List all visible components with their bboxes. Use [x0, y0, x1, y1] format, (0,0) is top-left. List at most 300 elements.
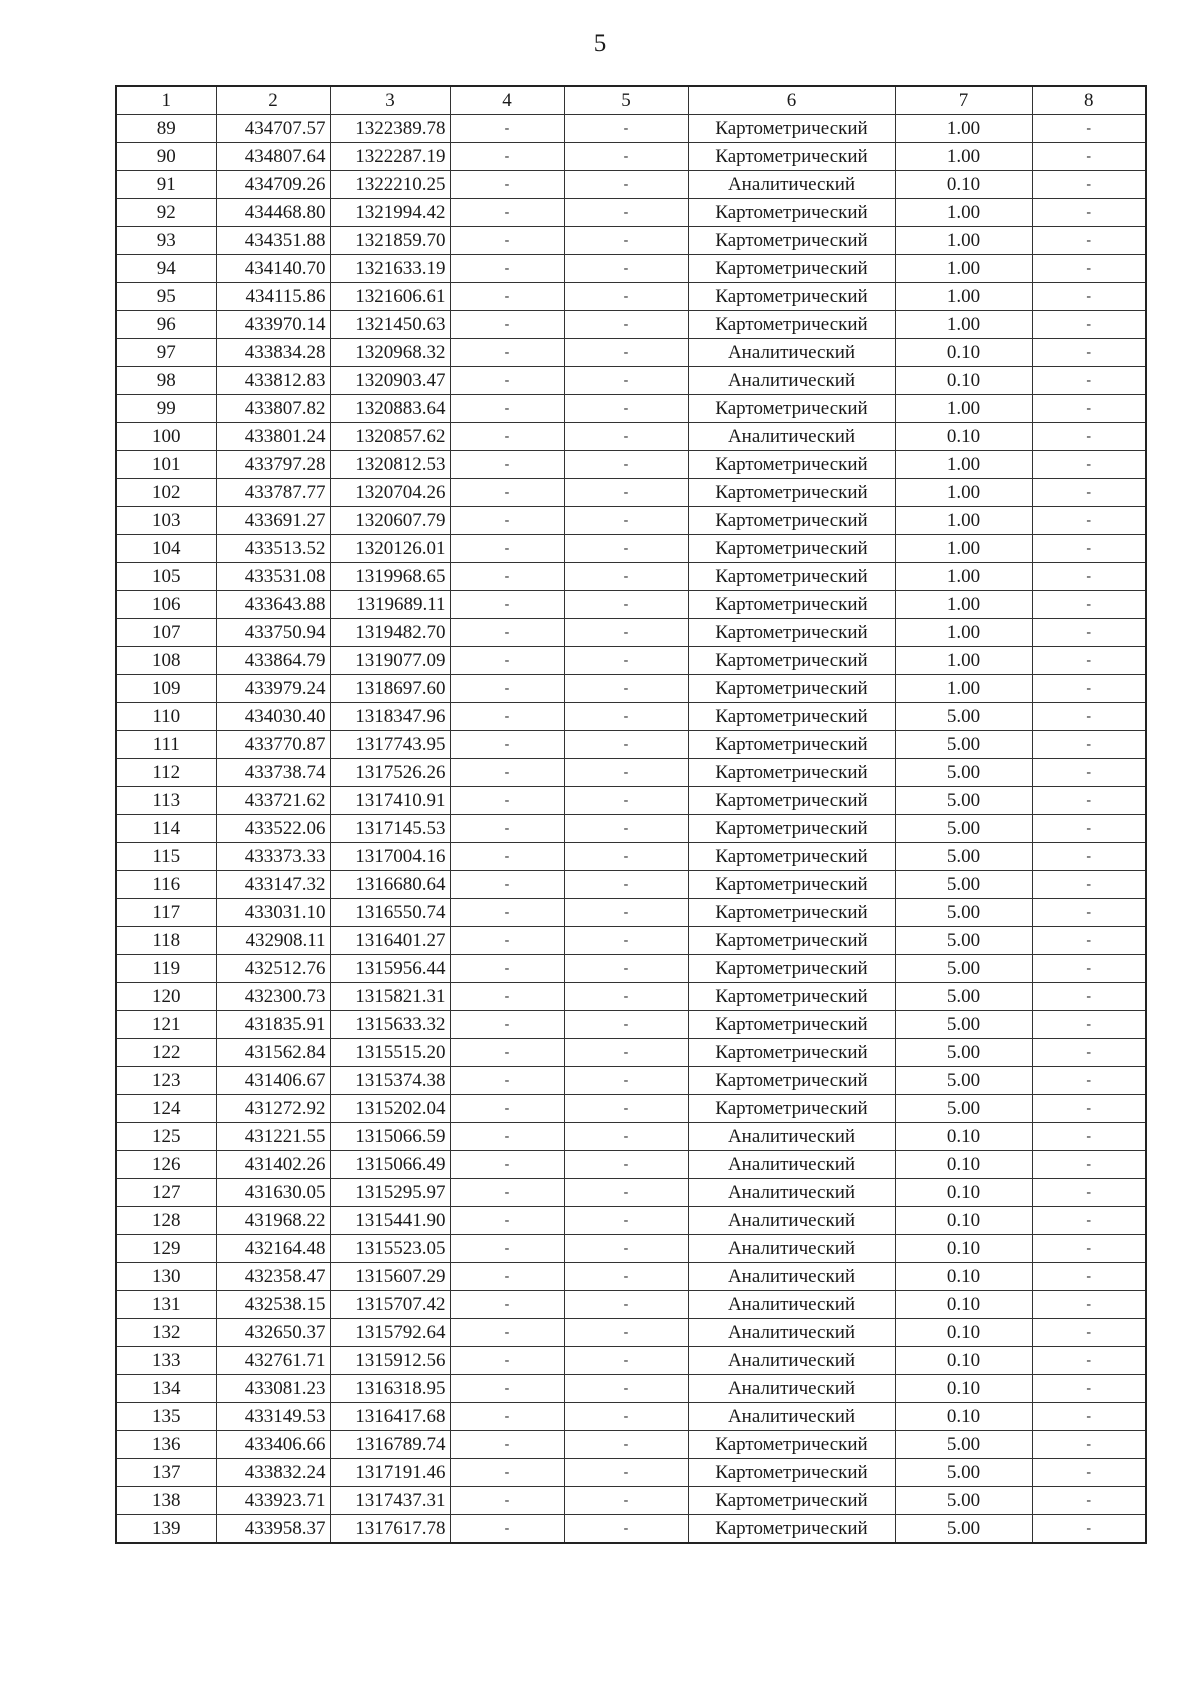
y-coordinate-cell: 1321450.63 — [330, 311, 450, 339]
column-5-value-cell: - — [564, 339, 688, 367]
table-row — [116, 283, 1146, 311]
accuracy-cell: 0.10 — [895, 339, 1032, 367]
column-4-value-cell: - — [450, 1431, 564, 1459]
x-coordinate-cell: 433797.28 — [216, 451, 330, 479]
column-5-value-cell: - — [564, 787, 688, 815]
method-cell: Аналитический — [688, 1179, 895, 1207]
column-8-value-cell: - — [1032, 451, 1146, 479]
method-cell: Картометрический — [688, 927, 895, 955]
column-4-value-cell: - — [450, 1487, 564, 1515]
y-coordinate-cell: 1321633.19 — [330, 255, 450, 283]
column-4-value-cell: - — [450, 815, 564, 843]
column-4-value-cell: - — [450, 843, 564, 871]
point-number-cell: 110 — [116, 703, 216, 731]
table-row — [116, 479, 1146, 507]
table-row — [116, 899, 1146, 927]
table-row — [116, 1487, 1146, 1515]
accuracy-cell: 0.10 — [895, 171, 1032, 199]
method-cell: Аналитический — [688, 1123, 895, 1151]
column-5-value-cell: - — [564, 1179, 688, 1207]
point-number-cell: 131 — [116, 1291, 216, 1319]
column-8-value-cell: - — [1032, 843, 1146, 871]
column-5-value-cell: - — [564, 1319, 688, 1347]
column-5-value-cell: - — [564, 255, 688, 283]
column-4-value-cell: - — [450, 927, 564, 955]
x-coordinate-cell: 431630.05 — [216, 1179, 330, 1207]
table-row — [116, 115, 1146, 143]
x-coordinate-cell: 433522.06 — [216, 815, 330, 843]
column-8-value-cell: - — [1032, 1347, 1146, 1375]
point-number-cell: 136 — [116, 1431, 216, 1459]
column-4-value-cell: - — [450, 787, 564, 815]
column-4-value-cell: - — [450, 871, 564, 899]
column-8-value-cell: - — [1032, 423, 1146, 451]
column-8-value-cell: - — [1032, 1375, 1146, 1403]
column-8-value-cell: - — [1032, 1487, 1146, 1515]
column-4-value-cell: - — [450, 1095, 564, 1123]
y-coordinate-cell: 1315792.64 — [330, 1319, 450, 1347]
column-4-value-cell: - — [450, 1263, 564, 1291]
accuracy-cell: 5.00 — [895, 1067, 1032, 1095]
column-5-value-cell: - — [564, 815, 688, 843]
x-coordinate-cell: 433081.23 — [216, 1375, 330, 1403]
method-cell: Аналитический — [688, 339, 895, 367]
x-coordinate-cell: 434707.57 — [216, 115, 330, 143]
x-coordinate-cell: 433643.88 — [216, 591, 330, 619]
column-5-value-cell: - — [564, 479, 688, 507]
column-5-value-cell: - — [564, 367, 688, 395]
accuracy-cell: 1.00 — [895, 647, 1032, 675]
column-4-value-cell: - — [450, 479, 564, 507]
column-8-value-cell: - — [1032, 255, 1146, 283]
table-row — [116, 927, 1146, 955]
column-4-value-cell: - — [450, 619, 564, 647]
x-coordinate-cell: 433864.79 — [216, 647, 330, 675]
accuracy-cell: 5.00 — [895, 843, 1032, 871]
method-cell: Аналитический — [688, 423, 895, 451]
method-cell: Картометрический — [688, 871, 895, 899]
point-number-cell: 125 — [116, 1123, 216, 1151]
column-8-value-cell: - — [1032, 395, 1146, 423]
x-coordinate-cell: 431562.84 — [216, 1039, 330, 1067]
column-8-value-cell: - — [1032, 1039, 1146, 1067]
point-number-cell: 134 — [116, 1375, 216, 1403]
method-cell: Картометрический — [688, 507, 895, 535]
table-row — [116, 1067, 1146, 1095]
y-coordinate-cell: 1319689.11 — [330, 591, 450, 619]
column-8-value-cell: - — [1032, 227, 1146, 255]
table-row — [116, 591, 1146, 619]
point-number-cell: 93 — [116, 227, 216, 255]
column-8-value-cell: - — [1032, 1319, 1146, 1347]
method-cell: Картометрический — [688, 479, 895, 507]
column-8-value-cell: - — [1032, 1067, 1146, 1095]
table-row — [116, 1039, 1146, 1067]
y-coordinate-cell: 1320903.47 — [330, 367, 450, 395]
column-8-value-cell: - — [1032, 199, 1146, 227]
accuracy-cell: 0.10 — [895, 1235, 1032, 1263]
column-4-value-cell: - — [450, 115, 564, 143]
column-4-value-cell: - — [450, 591, 564, 619]
point-number-cell: 97 — [116, 339, 216, 367]
column-5-value-cell: - — [564, 1403, 688, 1431]
column-5-value-cell: - — [564, 871, 688, 899]
column-5-value-cell: - — [564, 1095, 688, 1123]
table-row — [116, 171, 1146, 199]
point-number-cell: 108 — [116, 647, 216, 675]
column-4-value-cell: - — [450, 1207, 564, 1235]
y-coordinate-cell: 1315633.32 — [330, 1011, 450, 1039]
table-row — [116, 1515, 1146, 1544]
method-cell: Картометрический — [688, 787, 895, 815]
accuracy-cell: 1.00 — [895, 199, 1032, 227]
column-4-value-cell: - — [450, 899, 564, 927]
point-number-cell: 101 — [116, 451, 216, 479]
method-cell: Картометрический — [688, 1431, 895, 1459]
accuracy-cell: 1.00 — [895, 283, 1032, 311]
accuracy-cell: 5.00 — [895, 787, 1032, 815]
column-4-value-cell: - — [450, 1403, 564, 1431]
accuracy-cell: 0.10 — [895, 1375, 1032, 1403]
y-coordinate-cell: 1316680.64 — [330, 871, 450, 899]
y-coordinate-cell: 1320883.64 — [330, 395, 450, 423]
table-row — [116, 871, 1146, 899]
x-coordinate-cell: 432164.48 — [216, 1235, 330, 1263]
column-4-value-cell: - — [450, 1375, 564, 1403]
column-8-value-cell: - — [1032, 367, 1146, 395]
table-row — [116, 1375, 1146, 1403]
column-5-value-cell: - — [564, 703, 688, 731]
y-coordinate-cell: 1315066.59 — [330, 1123, 450, 1151]
table-row — [116, 619, 1146, 647]
column-4-value-cell: - — [450, 983, 564, 1011]
point-number-cell: 106 — [116, 591, 216, 619]
point-number-cell: 127 — [116, 1179, 216, 1207]
y-coordinate-cell: 1319077.09 — [330, 647, 450, 675]
column-8-value-cell: - — [1032, 675, 1146, 703]
method-cell: Картометрический — [688, 1487, 895, 1515]
method-cell: Картометрический — [688, 899, 895, 927]
point-number-cell: 94 — [116, 255, 216, 283]
point-number-cell: 118 — [116, 927, 216, 955]
column-4-value-cell: - — [450, 759, 564, 787]
column-8-value-cell: - — [1032, 535, 1146, 563]
y-coordinate-cell: 1315912.56 — [330, 1347, 450, 1375]
column-4-value-cell: - — [450, 339, 564, 367]
y-coordinate-cell: 1316401.27 — [330, 927, 450, 955]
column-8-value-cell: - — [1032, 479, 1146, 507]
y-coordinate-cell: 1315515.20 — [330, 1039, 450, 1067]
table-row — [116, 1347, 1146, 1375]
x-coordinate-cell: 432300.73 — [216, 983, 330, 1011]
method-cell: Аналитический — [688, 1235, 895, 1263]
column-4-value-cell: - — [450, 227, 564, 255]
y-coordinate-cell: 1320857.62 — [330, 423, 450, 451]
point-number-cell: 126 — [116, 1151, 216, 1179]
y-coordinate-cell: 1320968.32 — [330, 339, 450, 367]
point-number-cell: 102 — [116, 479, 216, 507]
column-5-value-cell: - — [564, 591, 688, 619]
accuracy-cell: 1.00 — [895, 255, 1032, 283]
x-coordinate-cell: 433513.52 — [216, 535, 330, 563]
x-coordinate-cell: 434030.40 — [216, 703, 330, 731]
x-coordinate-cell: 431406.67 — [216, 1067, 330, 1095]
point-number-cell: 111 — [116, 731, 216, 759]
table-row — [116, 983, 1146, 1011]
column-8-value-cell: - — [1032, 927, 1146, 955]
table-row — [116, 1207, 1146, 1235]
y-coordinate-cell: 1321859.70 — [330, 227, 450, 255]
column-5-value-cell: - — [564, 1151, 688, 1179]
column-4-value-cell: - — [450, 171, 564, 199]
y-coordinate-cell: 1318697.60 — [330, 675, 450, 703]
column-8-value-cell: - — [1032, 871, 1146, 899]
column-8-value-cell: - — [1032, 591, 1146, 619]
accuracy-cell: 0.10 — [895, 1319, 1032, 1347]
table-row — [116, 227, 1146, 255]
x-coordinate-cell: 433721.62 — [216, 787, 330, 815]
column-4-value-cell: - — [450, 955, 564, 983]
x-coordinate-cell: 431968.22 — [216, 1207, 330, 1235]
column-5-value-cell: - — [564, 423, 688, 451]
accuracy-cell: 0.10 — [895, 1207, 1032, 1235]
column-5-value-cell: - — [564, 535, 688, 563]
column-8-value-cell: - — [1032, 563, 1146, 591]
accuracy-cell: 0.10 — [895, 1123, 1032, 1151]
column-4-value-cell: - — [450, 647, 564, 675]
column-5-value-cell: - — [564, 1375, 688, 1403]
point-number-cell: 130 — [116, 1263, 216, 1291]
table-row — [116, 675, 1146, 703]
column-header: 3 — [330, 86, 450, 115]
y-coordinate-cell: 1317004.16 — [330, 843, 450, 871]
column-4-value-cell: - — [450, 199, 564, 227]
x-coordinate-cell: 433923.71 — [216, 1487, 330, 1515]
column-8-value-cell: - — [1032, 619, 1146, 647]
accuracy-cell: 5.00 — [895, 899, 1032, 927]
accuracy-cell: 1.00 — [895, 507, 1032, 535]
table-row — [116, 451, 1146, 479]
accuracy-cell: 1.00 — [895, 535, 1032, 563]
column-5-value-cell: - — [564, 1459, 688, 1487]
column-4-value-cell: - — [450, 283, 564, 311]
point-number-cell: 135 — [116, 1403, 216, 1431]
column-5-value-cell: - — [564, 927, 688, 955]
column-8-value-cell: - — [1032, 1179, 1146, 1207]
y-coordinate-cell: 1315821.31 — [330, 983, 450, 1011]
accuracy-cell: 1.00 — [895, 143, 1032, 171]
y-coordinate-cell: 1322389.78 — [330, 115, 450, 143]
column-8-value-cell: - — [1032, 1123, 1146, 1151]
column-5-value-cell: - — [564, 647, 688, 675]
column-8-value-cell: - — [1032, 647, 1146, 675]
column-5-value-cell: - — [564, 1291, 688, 1319]
accuracy-cell: 5.00 — [895, 759, 1032, 787]
table-row — [116, 1235, 1146, 1263]
x-coordinate-cell: 433691.27 — [216, 507, 330, 535]
point-number-cell: 139 — [116, 1515, 216, 1544]
method-cell: Картометрический — [688, 255, 895, 283]
column-4-value-cell: - — [450, 143, 564, 171]
method-cell: Картометрический — [688, 983, 895, 1011]
column-8-value-cell: - — [1032, 115, 1146, 143]
y-coordinate-cell: 1315202.04 — [330, 1095, 450, 1123]
table-row — [116, 255, 1146, 283]
x-coordinate-cell: 434468.80 — [216, 199, 330, 227]
x-coordinate-cell: 431221.55 — [216, 1123, 330, 1151]
table-row — [116, 1319, 1146, 1347]
table-row — [116, 367, 1146, 395]
column-8-value-cell: - — [1032, 1263, 1146, 1291]
method-cell: Картометрический — [688, 843, 895, 871]
table-row — [116, 843, 1146, 871]
column-8-value-cell: - — [1032, 955, 1146, 983]
y-coordinate-cell: 1317145.53 — [330, 815, 450, 843]
method-cell: Картометрический — [688, 731, 895, 759]
x-coordinate-cell: 433373.33 — [216, 843, 330, 871]
point-number-cell: 120 — [116, 983, 216, 1011]
point-number-cell: 128 — [116, 1207, 216, 1235]
point-number-cell: 138 — [116, 1487, 216, 1515]
table-row — [116, 507, 1146, 535]
column-5-value-cell: - — [564, 1039, 688, 1067]
accuracy-cell: 1.00 — [895, 591, 1032, 619]
y-coordinate-cell: 1320607.79 — [330, 507, 450, 535]
column-4-value-cell: - — [450, 731, 564, 759]
accuracy-cell: 1.00 — [895, 479, 1032, 507]
x-coordinate-cell: 433970.14 — [216, 311, 330, 339]
table-row — [116, 423, 1146, 451]
x-coordinate-cell: 431272.92 — [216, 1095, 330, 1123]
column-5-value-cell: - — [564, 1263, 688, 1291]
accuracy-cell: 0.10 — [895, 367, 1032, 395]
table-row — [116, 1179, 1146, 1207]
column-5-value-cell: - — [564, 507, 688, 535]
point-number-cell: 98 — [116, 367, 216, 395]
table-row — [116, 143, 1146, 171]
table-row — [116, 1431, 1146, 1459]
y-coordinate-cell: 1322287.19 — [330, 143, 450, 171]
column-8-value-cell: - — [1032, 1235, 1146, 1263]
x-coordinate-cell: 431835.91 — [216, 1011, 330, 1039]
point-number-cell: 122 — [116, 1039, 216, 1067]
y-coordinate-cell: 1316417.68 — [330, 1403, 450, 1431]
y-coordinate-cell: 1321606.61 — [330, 283, 450, 311]
method-cell: Картометрический — [688, 283, 895, 311]
accuracy-cell: 5.00 — [895, 1459, 1032, 1487]
point-number-cell: 115 — [116, 843, 216, 871]
accuracy-cell: 5.00 — [895, 927, 1032, 955]
column-5-value-cell: - — [564, 1067, 688, 1095]
x-coordinate-cell: 431402.26 — [216, 1151, 330, 1179]
accuracy-cell: 5.00 — [895, 1011, 1032, 1039]
column-5-value-cell: - — [564, 143, 688, 171]
column-8-value-cell: - — [1032, 1095, 1146, 1123]
method-cell: Картометрический — [688, 1011, 895, 1039]
accuracy-cell: 0.10 — [895, 1347, 1032, 1375]
column-8-value-cell: - — [1032, 983, 1146, 1011]
method-cell: Картометрический — [688, 311, 895, 339]
x-coordinate-cell: 433787.77 — [216, 479, 330, 507]
column-4-value-cell: - — [450, 563, 564, 591]
x-coordinate-cell: 433807.82 — [216, 395, 330, 423]
column-4-value-cell: - — [450, 255, 564, 283]
column-4-value-cell: - — [450, 451, 564, 479]
method-cell: Картометрический — [688, 227, 895, 255]
coordinates-table — [115, 85, 1147, 1544]
column-4-value-cell: - — [450, 1151, 564, 1179]
method-cell: Аналитический — [688, 1375, 895, 1403]
method-cell: Картометрический — [688, 563, 895, 591]
column-8-value-cell: - — [1032, 1459, 1146, 1487]
column-5-value-cell: - — [564, 283, 688, 311]
x-coordinate-cell: 433958.37 — [216, 1515, 330, 1544]
point-number-cell: 121 — [116, 1011, 216, 1039]
column-8-value-cell: - — [1032, 899, 1146, 927]
column-8-value-cell: - — [1032, 311, 1146, 339]
table-row — [116, 759, 1146, 787]
y-coordinate-cell: 1322210.25 — [330, 171, 450, 199]
method-cell: Картометрический — [688, 1459, 895, 1487]
column-header: 7 — [895, 86, 1032, 115]
column-8-value-cell: - — [1032, 283, 1146, 311]
column-8-value-cell: - — [1032, 815, 1146, 843]
header-row — [116, 86, 1146, 115]
accuracy-cell: 5.00 — [895, 1095, 1032, 1123]
method-cell: Аналитический — [688, 1347, 895, 1375]
column-5-value-cell: - — [564, 563, 688, 591]
accuracy-cell: 5.00 — [895, 1515, 1032, 1544]
point-number-cell: 129 — [116, 1235, 216, 1263]
y-coordinate-cell: 1315607.29 — [330, 1263, 450, 1291]
method-cell: Картометрический — [688, 591, 895, 619]
accuracy-cell: 5.00 — [895, 731, 1032, 759]
column-5-value-cell: - — [564, 731, 688, 759]
column-8-value-cell: - — [1032, 1515, 1146, 1544]
column-4-value-cell: - — [450, 1067, 564, 1095]
column-5-value-cell: - — [564, 1515, 688, 1544]
point-number-cell: 104 — [116, 535, 216, 563]
table-row — [116, 731, 1146, 759]
accuracy-cell: 0.10 — [895, 1151, 1032, 1179]
accuracy-cell: 0.10 — [895, 1179, 1032, 1207]
x-coordinate-cell: 434115.86 — [216, 283, 330, 311]
table-row — [116, 1151, 1146, 1179]
x-coordinate-cell: 432908.11 — [216, 927, 330, 955]
x-coordinate-cell: 433834.28 — [216, 339, 330, 367]
table-row — [116, 955, 1146, 983]
method-cell: Аналитический — [688, 171, 895, 199]
table-row — [116, 199, 1146, 227]
table-row — [116, 815, 1146, 843]
x-coordinate-cell: 432358.47 — [216, 1263, 330, 1291]
y-coordinate-cell: 1316550.74 — [330, 899, 450, 927]
column-4-value-cell: - — [450, 1459, 564, 1487]
x-coordinate-cell: 434351.88 — [216, 227, 330, 255]
accuracy-cell: 5.00 — [895, 1039, 1032, 1067]
point-number-cell: 116 — [116, 871, 216, 899]
column-8-value-cell: - — [1032, 1403, 1146, 1431]
column-8-value-cell: - — [1032, 1431, 1146, 1459]
point-number-cell: 114 — [116, 815, 216, 843]
column-8-value-cell: - — [1032, 731, 1146, 759]
method-cell: Картометрический — [688, 759, 895, 787]
column-8-value-cell: - — [1032, 1291, 1146, 1319]
point-number-cell: 89 — [116, 115, 216, 143]
x-coordinate-cell: 432761.71 — [216, 1347, 330, 1375]
y-coordinate-cell: 1320812.53 — [330, 451, 450, 479]
accuracy-cell: 1.00 — [895, 451, 1032, 479]
